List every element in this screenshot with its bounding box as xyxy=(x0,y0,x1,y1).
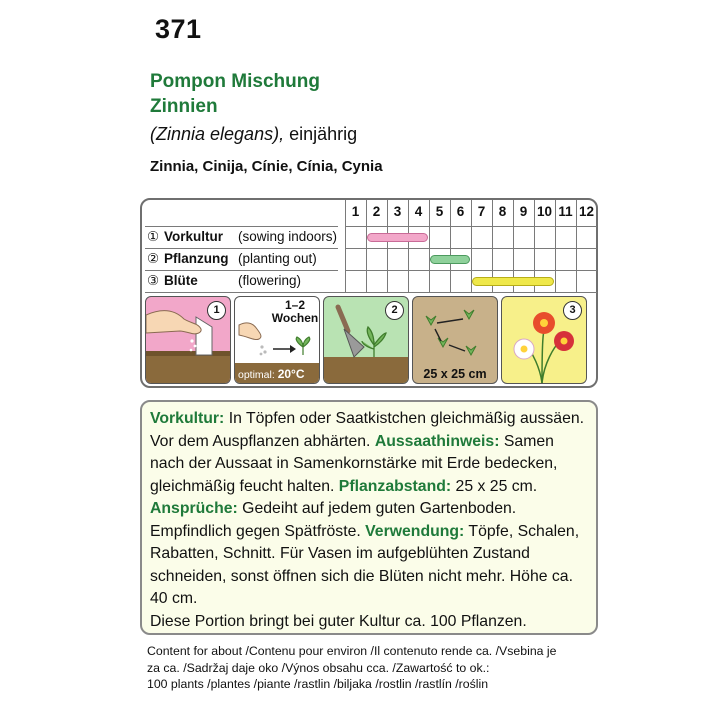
calendar-cell xyxy=(576,270,597,292)
month-label: 8 xyxy=(498,204,507,219)
portion-line-3: 100 plants /plantes /piante /rastlin /biljaka /rostlin /rastlín /roślin xyxy=(147,677,489,691)
spacing-label: 25 x 25 cm xyxy=(423,367,487,381)
row-number-1: ① xyxy=(147,229,160,244)
month-label: 5 xyxy=(435,204,444,219)
calendar-divider xyxy=(145,270,338,271)
calendar-cell xyxy=(366,248,387,270)
month-divider xyxy=(534,200,535,226)
month-divider xyxy=(345,200,346,226)
product-subtitle: Zinnien xyxy=(150,96,218,117)
month-divider xyxy=(408,200,409,226)
calendar-cell xyxy=(534,248,555,270)
calendar-cell xyxy=(576,248,597,270)
month-divider xyxy=(492,200,493,226)
calendar-cell xyxy=(429,270,450,292)
month-label: 2 xyxy=(372,204,381,219)
month-divider xyxy=(366,200,367,226)
calendar-bar-pflanzung xyxy=(430,255,470,264)
portion-line-1: Content for about /Contenu pour environ /Il contenuto rende ca. /Vsebina je xyxy=(147,644,557,658)
calendar-bar-vorkultur xyxy=(367,233,428,242)
germination-weeks: 1–2 xyxy=(284,298,306,312)
heading-vorkultur: Vorkultur: xyxy=(150,410,225,427)
calendar-cell xyxy=(408,270,429,292)
latin-name: (Zinnia elegans), xyxy=(150,124,285,144)
step-badge-3: 3 xyxy=(563,301,582,320)
portion-line-2: za ca. /Sadržaj daje oko /Výnos obsahu cca. /Zawartość to ok.: xyxy=(147,660,490,675)
calendar-cell xyxy=(450,226,471,248)
pictogram-germination xyxy=(234,296,320,384)
germination-weeks-label: Wochen xyxy=(271,311,319,325)
month-label: 9 xyxy=(519,204,528,219)
heading-verwendung: Verwendung: xyxy=(365,522,465,540)
optimal-label: optimal: xyxy=(238,369,275,381)
month-divider xyxy=(513,200,514,226)
calendar-cell xyxy=(429,226,450,248)
calendar-cell xyxy=(471,226,492,248)
month-divider xyxy=(450,200,451,226)
month-divider xyxy=(576,200,577,226)
month-label: 7 xyxy=(477,204,486,219)
pictogram-flowering xyxy=(501,296,587,384)
calendar-divider xyxy=(145,226,338,227)
growing-instructions xyxy=(140,400,598,635)
lifecycle: einjährig xyxy=(289,124,358,144)
month-divider xyxy=(429,200,430,226)
calendar-cell xyxy=(471,248,492,270)
calendar-cell xyxy=(387,248,408,270)
portion-content xyxy=(147,643,556,693)
packet-number: 371 xyxy=(155,14,202,44)
calendar-cell xyxy=(555,226,576,248)
row-number-3: ③ xyxy=(147,273,160,288)
month-label: 6 xyxy=(456,204,465,219)
optimal-temperature: 20°C xyxy=(277,367,305,381)
calendar-divider xyxy=(145,248,338,249)
calendar-cell xyxy=(345,270,366,292)
calendar-cell xyxy=(555,270,576,292)
common-names: Zinnia, Cinija, Cínie, Cínia, Cynia xyxy=(150,158,383,175)
row-translation-vorkultur: (sowing indoors) xyxy=(238,229,338,244)
product-title: Pompon Mischung xyxy=(150,71,320,92)
text-ansprueche: Gedeiht auf jedem guten Gartenboden. Empfindlich gegen Spätfröste. xyxy=(150,500,517,540)
calendar-cell xyxy=(345,226,366,248)
calendar-cell xyxy=(513,226,534,248)
month-label: 10 xyxy=(536,204,553,219)
row-translation-bluete: (flowering) xyxy=(238,273,302,288)
calendar-cell xyxy=(555,248,576,270)
calendar-cell xyxy=(534,226,555,248)
heading-pflanzabstand: Pflanzabstand: xyxy=(338,477,452,495)
month-label: 12 xyxy=(578,204,595,219)
calendar-cell xyxy=(345,248,366,270)
pictogram-spacing xyxy=(412,296,498,384)
calendar-cell xyxy=(513,248,534,270)
calendar-cell xyxy=(366,270,387,292)
month-label: 3 xyxy=(393,204,402,219)
month-label: 4 xyxy=(414,204,423,219)
text-pflanzabstand: 25 x 25 cm. xyxy=(451,477,538,495)
month-label: 1 xyxy=(351,204,360,219)
heading-ansprueche: Ansprüche: xyxy=(150,500,238,517)
month-divider xyxy=(387,200,388,226)
pictogram-sowing xyxy=(145,296,231,384)
row-label-vorkultur: Vorkultur xyxy=(164,229,224,244)
month-label: 11 xyxy=(558,204,573,219)
calendar-cell xyxy=(492,226,513,248)
heading-aussaathinweis: Aussaathinweis: xyxy=(374,432,500,450)
text-vorkultur: In Töpfen oder Saatkistchen gleichmäßig aussäen. Vor dem Auspflanzen abhärten. xyxy=(150,410,585,450)
step-badge-2: 2 xyxy=(385,301,404,320)
text-aussaathinweis: Samen nach der Aussaat in Samenkornstärke mit Erde bedecken, gleichmäßig feucht halten. xyxy=(150,432,558,495)
calendar-cell xyxy=(450,270,471,292)
month-divider xyxy=(471,200,472,226)
text-verwendung: Töpfe, Schalen, Rabatten, Schnitt. Für Vasen im aufgeblühten Zustand schneiden, sonst öffnen sich die Blüten nicht mehr. Höhe ca. 40 cm. xyxy=(150,522,580,607)
calendar-cell xyxy=(492,248,513,270)
pictogram-planting xyxy=(323,296,409,384)
calendar-cell xyxy=(576,226,597,248)
step-badge-1: 1 xyxy=(207,301,226,320)
month-divider xyxy=(555,200,556,226)
calendar-bar-blüte xyxy=(472,277,554,286)
row-translation-pflanzung: (planting out) xyxy=(238,251,317,266)
row-label-pflanzung: Pflanzung xyxy=(164,251,229,266)
calendar-divider xyxy=(145,292,597,293)
calendar-cell xyxy=(387,270,408,292)
row-number-2: ② xyxy=(147,251,160,266)
calendar-cell xyxy=(408,248,429,270)
latin-name-line xyxy=(150,124,357,145)
row-label-bluete: Blüte xyxy=(164,273,198,288)
text-portion-yield: Diese Portion bringt bei guter Kultur ca. 100 Pflanzen. xyxy=(150,612,527,630)
